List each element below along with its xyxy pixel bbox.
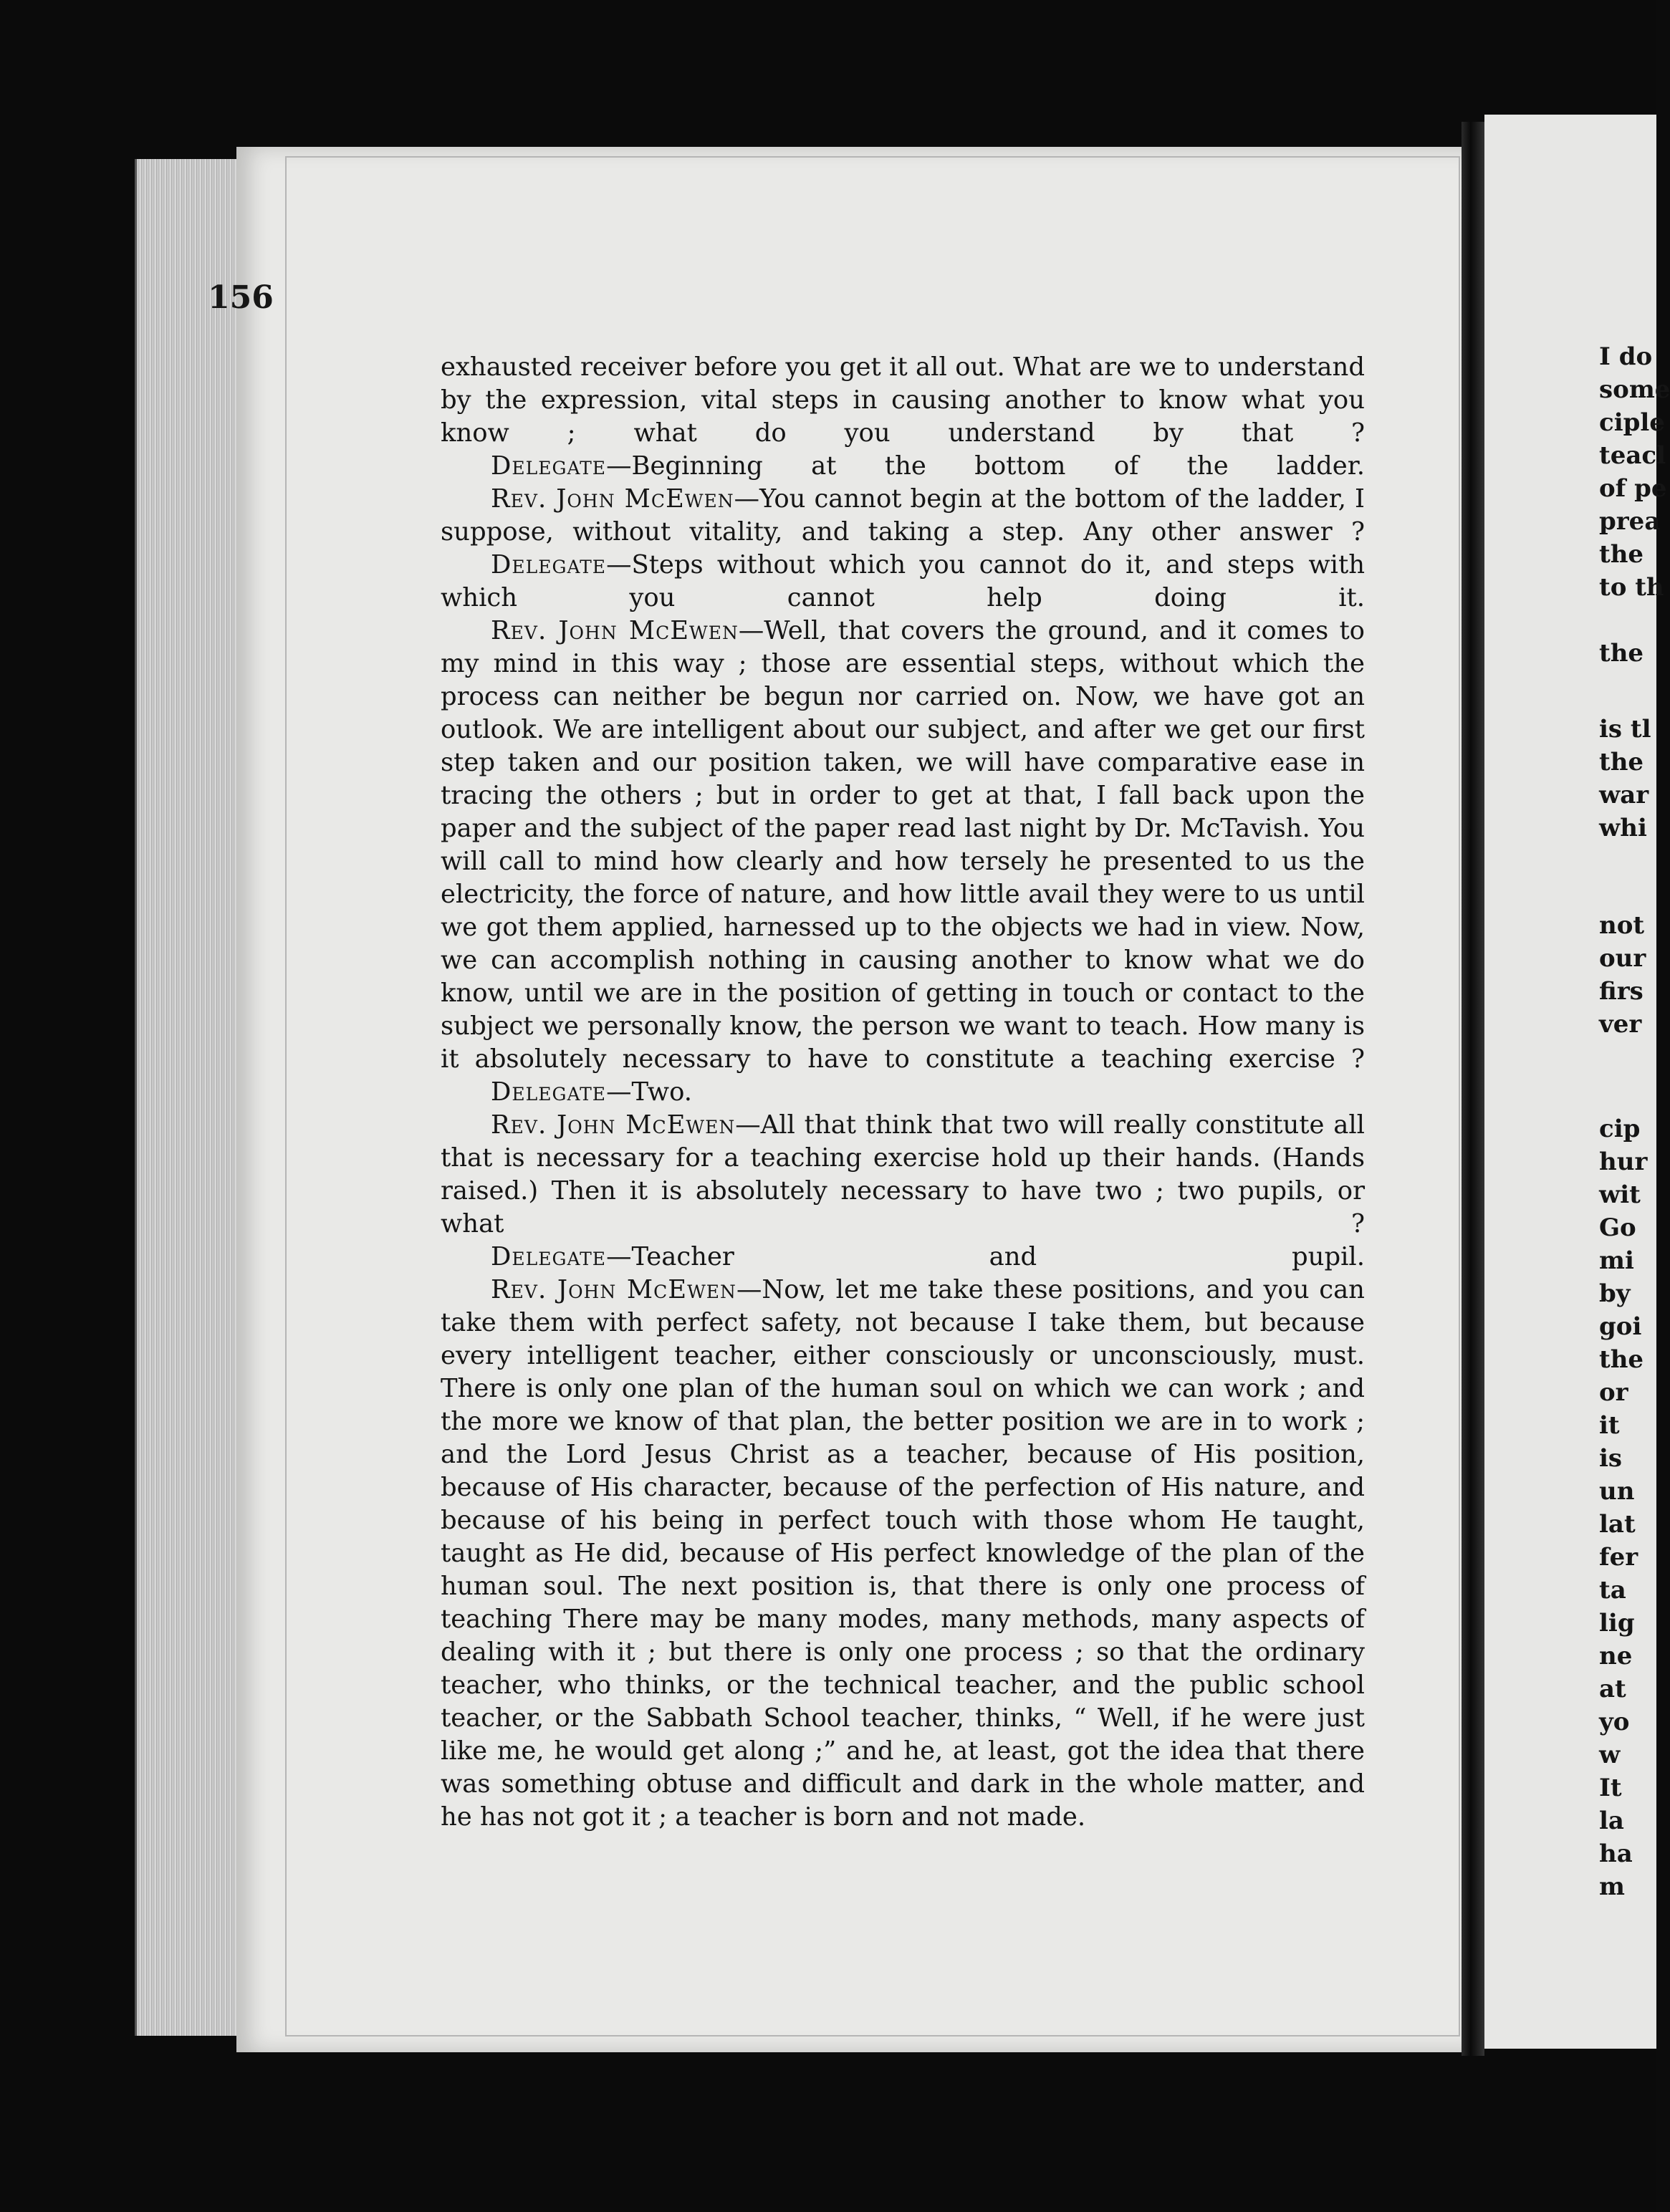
right-page-fragment: is: [1599, 1444, 1623, 1473]
book-page-edges: [135, 159, 244, 2036]
right-page-fragment: wit: [1599, 1180, 1641, 1209]
speaker-name: Delegate: [491, 451, 607, 481]
right-page-fragment: some: [1599, 375, 1670, 404]
right-page-fragment: lig: [1599, 1609, 1635, 1638]
paragraph-text: —Well, that covers the ground, and it comes to my mind in this way ; those are essential steps, without which the process can neither be begun nor carried on. Now, we have got an outlook. We are intelligent about our subject, and after we get our first step taken and our position taken, we will have comparative ease in tracing the others ; but in order to get at that, I fall back upon the paper and the subject of the paper read last night by Dr. McTavish. You will call to mind how clearly and how tersely he presented to us the electricity, the force of nature, and how little avail they were to us until we got them applied, harnessed up to the objects we had in view. Now, we can accomplish nothing in causing another to know what we do know, until we are in the position of getting in touch or contact to the subject we personally know, the person we want to teach. How many is it absolutely necessary to have to constitute a teaching exercise ?: [441, 616, 1365, 1074]
right-page-fragment: firs: [1599, 977, 1643, 1006]
right-page-fragment: prea: [1599, 507, 1661, 536]
right-page-fragment: I do: [1599, 342, 1653, 371]
right-page-fragment: ciple: [1599, 408, 1665, 437]
paragraph: [441, 1076, 1365, 1109]
right-page-fragment: the: [1599, 540, 1644, 569]
right-page-fragment: or: [1599, 1378, 1628, 1407]
speaker-name: Delegate: [491, 1077, 607, 1107]
right-page-fragment: It: [1599, 1774, 1622, 1802]
paragraph-text: —Beginning at the bottom of the ladder.: [606, 451, 1365, 481]
right-page-fragment: ha: [1599, 1840, 1633, 1868]
speaker-name: Rev. John McEwen: [491, 1275, 736, 1304]
paragraph: [441, 351, 1365, 450]
paragraph: [441, 483, 1365, 549]
right-page-fragment: the: [1599, 639, 1644, 668]
paragraph: [441, 1241, 1365, 1274]
right-page-fragment: not: [1599, 911, 1645, 940]
paragraph: [441, 1274, 1365, 1834]
right-page-fragment: at: [1599, 1675, 1626, 1703]
paragraph: [441, 549, 1365, 615]
right-page: [1484, 115, 1656, 2049]
right-page-fragment: Go: [1599, 1213, 1636, 1242]
right-page-fragment: ver: [1599, 1010, 1642, 1039]
paragraph-text: —Two.: [606, 1077, 693, 1107]
paragraph-text: exhausted receiver before you get it all out. What are we to understand by the expression, vital steps in causing another to know what you know ; what do you understand by that ?: [441, 352, 1365, 448]
right-page-fragment: ta: [1599, 1576, 1626, 1605]
right-page-fragment: teacl: [1599, 441, 1666, 470]
paragraph-text: —Steps without which you cannot do it, and steps with which you cannot help doing it.: [441, 550, 1365, 612]
speaker-name: Rev. John McEwen: [491, 484, 734, 514]
right-page-fragment: whi: [1599, 814, 1647, 842]
right-page-fragment: by: [1599, 1279, 1631, 1308]
book-gutter: [1462, 122, 1484, 2056]
right-page-fragment: w: [1599, 1741, 1621, 1769]
right-page-fragment: un: [1599, 1477, 1635, 1506]
right-page-fragment: the: [1599, 1345, 1644, 1374]
right-page-fragment: is tl: [1599, 715, 1651, 744]
paragraph-text: —Teacher and pupil.: [606, 1242, 1365, 1271]
right-page-fragment: goi: [1599, 1312, 1642, 1341]
paragraph: [441, 615, 1365, 1076]
page-body-text: [441, 351, 1365, 1834]
right-page-fragment: fer: [1599, 1543, 1638, 1572]
right-page-fragment: la: [1599, 1807, 1624, 1835]
right-page-fragment: cip: [1599, 1115, 1641, 1143]
speaker-name: Delegate: [491, 550, 607, 580]
speaker-name: Rev. John McEwen: [491, 1110, 736, 1140]
right-page-fragment: to th: [1599, 573, 1664, 602]
right-page-fragment: of pe: [1599, 474, 1667, 503]
paragraph: [441, 450, 1365, 483]
paragraph-text: —All that think that two will really constitute all that is necessary for a teaching exercise hold up their hands. (Hands raised.) Then it is absolutely necessary to have two ; two pupils, or what ?: [441, 1110, 1365, 1239]
right-page-fragment: yo: [1599, 1708, 1630, 1736]
page-number: 156: [208, 279, 274, 316]
right-page-fragment: the: [1599, 748, 1644, 776]
right-page-fragment: war: [1599, 781, 1649, 809]
right-page-fragment: ne: [1599, 1642, 1633, 1670]
right-page-fragment: m: [1599, 1872, 1625, 1901]
paragraph-text: —Now, let me take these positions, and you can take them with perfect safety, not because I take them, but because every intelligent teacher, either consciously or unconsciously, must. There is only one plan of the human soul on which we can work ; and the more we know of that plan, the better position we are in to work ; and the Lord Jesus Christ as a teacher, because of His position, because of His character, because of the perfection of His nature, and because of his being in perfect touch with those whom He taught, taught as He did, because of His perfect knowledge of the plan of the human soul. The next position is, that there is only one process of teaching There may be many modes, many methods, many aspects of dealing with it ; but there is only one process ; so that the ordinary teacher, who thinks, or the technical teacher, and the public school teacher, or the Sabbath School teacher, thinks, “ Well, if he were just like me, he would get along ;” and he, at least, got the idea that there was something obtuse and difficult and dark in the whole matter, and he has not got it ; a teacher is born and not made.: [441, 1275, 1365, 1832]
right-page-fragment: our: [1599, 944, 1646, 973]
right-page-fragment: lat: [1599, 1510, 1636, 1539]
paragraph: [441, 1109, 1365, 1241]
right-page-fragment: hur: [1599, 1148, 1648, 1176]
speaker-name: Delegate: [491, 1242, 607, 1271]
speaker-name: Rev. John McEwen: [491, 616, 739, 645]
right-page-fragment: it: [1599, 1411, 1620, 1440]
right-page-fragment: mi: [1599, 1246, 1634, 1275]
paragraph-text: —You cannot begin at the bottom of the ladder, I suppose, without vitality, and taking a step. Any other answer ?: [441, 484, 1365, 547]
